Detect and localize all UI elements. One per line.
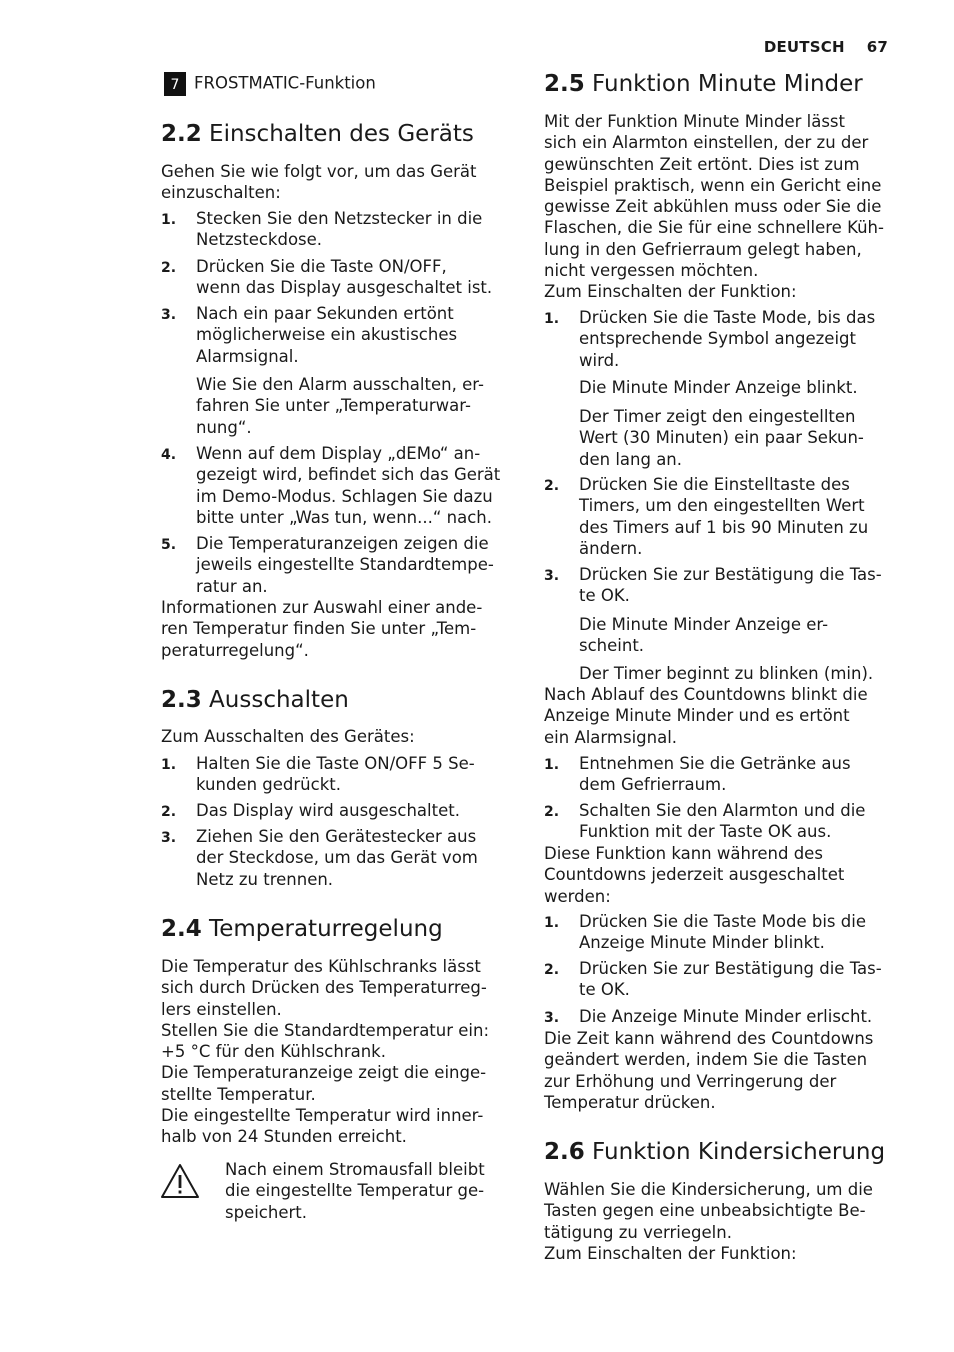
text-line: bitte unter „Was tun, wenn...“ nach. xyxy=(196,507,492,527)
text-line: sich durch Drücken des Temperaturreg- xyxy=(161,978,487,998)
text-line: entsprechende Symbol angezeigt xyxy=(579,329,856,349)
text-line: gewisse Zeit abkühlen muss oder Sie die xyxy=(544,197,882,217)
step-text xyxy=(579,958,882,1001)
text-line: Netzsteckdose. xyxy=(196,230,323,250)
text-line: dem Gefrierraum. xyxy=(579,775,727,795)
step-text xyxy=(196,800,460,821)
section-heading xyxy=(161,686,349,714)
text-line: Drücken Sie die Einstelltaste des xyxy=(579,475,850,494)
text-line: zur Erhöhung und Verringerung der xyxy=(544,1071,837,1091)
step-number: 1. xyxy=(544,311,560,327)
step-text xyxy=(196,826,478,890)
step-number: 4. xyxy=(161,447,177,463)
item-label: FROSTMATIC-Funktion xyxy=(194,73,376,93)
text-line: Tasten gegen eine unbeabsichtigte Be- xyxy=(544,1201,866,1221)
text-line: Zum Einschalten der Funktion: xyxy=(544,282,797,302)
text-line: Informationen zur Auswahl einer ande- xyxy=(161,598,483,617)
step-text xyxy=(196,753,475,796)
text-line: Die Minute Minder Anzeige er- xyxy=(579,615,829,634)
text-line: Die Temperaturanzeigen zeigen die xyxy=(196,534,489,553)
text-line: Flaschen, die Sie für eine schnellere Küh- xyxy=(544,218,884,238)
step-number: 3. xyxy=(544,1010,560,1026)
paragraph xyxy=(544,1028,873,1113)
text-line: te OK. xyxy=(579,980,630,1000)
text-line: Entnehmen Sie die Getränke aus xyxy=(579,754,851,773)
text-line: tätigung zu verriegeln. xyxy=(544,1222,732,1242)
text-line: te OK. xyxy=(579,586,630,606)
text-line: ren Temperatur finden Sie unter „Tem- xyxy=(161,619,477,639)
text-line: Nach ein paar Sekunden ertönt xyxy=(196,304,454,323)
text-line: Der Timer beginnt zu blinken (min). xyxy=(579,664,874,683)
section-title: Einschalten des Geräts xyxy=(201,121,474,147)
text-line: sich ein Alarmton einstellen, der zu der xyxy=(544,133,869,153)
text-line: Stellen Sie die Standardtemperatur ein: xyxy=(161,1020,490,1040)
step-number: 3. xyxy=(544,568,560,584)
text-line: der Steckdose, um das Gerät vom xyxy=(196,848,478,868)
text-line: Wählen Sie die Kindersicherung, um die xyxy=(544,1180,873,1199)
text-line: Nach einem Stromausfall bleibt xyxy=(225,1160,485,1179)
step-note xyxy=(579,614,828,657)
text-line: Drücken Sie zur Bestätigung die Tas- xyxy=(579,959,882,978)
step-number: 1. xyxy=(544,757,560,773)
step-text xyxy=(579,564,882,607)
text-line: ratur an. xyxy=(196,576,268,596)
step-number: 3. xyxy=(161,830,177,846)
step-number: 1. xyxy=(161,212,177,228)
text-line: fahren Sie unter „Temperaturwar- xyxy=(196,396,471,416)
item-number-box: 7 xyxy=(164,72,186,96)
step-text xyxy=(579,474,868,559)
step-text xyxy=(579,800,865,843)
text-line: nung“. xyxy=(196,417,252,437)
paragraph xyxy=(544,843,844,907)
section-title: Temperaturregelung xyxy=(201,916,443,942)
step-number: 2. xyxy=(544,478,560,494)
header-language: DEUTSCH xyxy=(763,38,845,56)
step-text xyxy=(579,1006,872,1027)
text-line: Die Temperaturanzeige zeigt die einge- xyxy=(161,1063,487,1083)
text-line: Drücken Sie die Taste Mode, bis das xyxy=(579,308,876,327)
text-line: Anzeige Minute Minder blinkt. xyxy=(579,933,825,953)
section-number: 2.6 xyxy=(544,1139,585,1165)
text-line: Beispiel praktisch, wenn ein Gericht eine xyxy=(544,175,882,195)
step-number: 2. xyxy=(161,260,177,276)
warning-text xyxy=(225,1159,515,1223)
text-line: Drücken Sie zur Bestätigung die Tas- xyxy=(579,565,882,584)
text-line: Diese Funktion kann während des xyxy=(544,844,823,863)
text-line: Temperatur drücken. xyxy=(544,1092,716,1112)
section-heading xyxy=(161,915,443,943)
text-line: im Demo-Modus. Schlagen Sie dazu xyxy=(196,486,493,506)
section-number: 2.4 xyxy=(161,916,202,942)
text-line: ein Alarmsignal. xyxy=(544,727,678,747)
text-line: Schalten Sie den Alarmton und die xyxy=(579,801,866,820)
text-line: Gehen Sie wie folgt vor, um das Gerät xyxy=(161,162,477,181)
text-line: Die Temperatur des Kühlschranks lässt xyxy=(161,957,481,976)
section-heading xyxy=(544,70,863,98)
text-line: Der Timer zeigt den eingestellten xyxy=(579,407,856,426)
text-line: Die Anzeige Minute Minder erlischt. xyxy=(579,1007,873,1026)
text-line: Zum Einschalten der Funktion: xyxy=(544,1243,797,1263)
step-text xyxy=(196,533,494,597)
text-line: einzuschalten: xyxy=(161,183,281,203)
section-number: 2.5 xyxy=(544,71,585,97)
paragraph xyxy=(161,161,477,204)
text-line: Drücken Sie die Taste ON/OFF, xyxy=(196,257,447,276)
text-line: Nach Ablauf des Countdowns blinkt die xyxy=(544,685,868,704)
text-line: Anzeige Minute Minder und es ertönt xyxy=(544,706,850,726)
text-line: Das Display wird ausgeschaltet. xyxy=(196,801,460,820)
text-line: des Timers auf 1 bis 90 Minuten zu xyxy=(579,517,869,537)
text-line: Ziehen Sie den Gerätestecker aus xyxy=(196,827,477,846)
text-line: Die Minute Minder Anzeige blinkt. xyxy=(579,378,858,397)
step-text xyxy=(196,443,500,528)
paragraph xyxy=(161,956,489,1148)
page-header xyxy=(764,38,888,56)
step-text xyxy=(579,911,866,954)
step-number: 5. xyxy=(161,537,177,553)
text-line: die eingestellte Temperatur ge- xyxy=(225,1181,485,1201)
text-line: Drücken Sie die Taste Mode bis die xyxy=(579,912,866,931)
list-item-frostmatic xyxy=(164,72,376,96)
step-text xyxy=(579,307,875,371)
text-line: Die Zeit kann während des Countdowns xyxy=(544,1029,874,1048)
text-line: Countdowns jederzeit ausgeschaltet xyxy=(544,865,845,885)
paragraph xyxy=(161,726,415,747)
text-line: Stecken Sie den Netzstecker in die xyxy=(196,209,483,228)
text-line: peraturregelung“. xyxy=(161,640,309,660)
step-number: 2. xyxy=(544,962,560,978)
text-line: nicht vergessen möchten. xyxy=(544,261,759,281)
text-line: Wie Sie den Alarm ausschalten, er- xyxy=(196,375,484,394)
paragraph xyxy=(161,597,482,661)
paragraph xyxy=(544,1179,873,1264)
step-text xyxy=(579,753,851,796)
text-line: möglicherweise ein akustisches xyxy=(196,325,458,345)
text-line: ändern. xyxy=(579,538,643,558)
step-number: 2. xyxy=(544,804,560,820)
section-heading xyxy=(161,120,474,148)
text-line: jeweils eingestellte Standardtempe- xyxy=(196,555,494,575)
section-number: 2.2 xyxy=(161,121,202,147)
section-title: Ausschalten xyxy=(201,687,349,713)
section-title: Funktion Minute Minder xyxy=(584,71,863,97)
step-text xyxy=(196,256,492,299)
step-note xyxy=(579,663,873,684)
text-line: stellte Temperatur. xyxy=(161,1084,316,1104)
step-note xyxy=(579,406,864,470)
page-number: 67 xyxy=(866,38,888,56)
text-line: wird. xyxy=(579,350,620,370)
section-title: Funktion Kindersicherung xyxy=(584,1139,886,1165)
text-line: Wenn auf dem Display „dEMo“ an- xyxy=(196,444,481,463)
step-text xyxy=(196,208,482,251)
step-number: 3. xyxy=(161,307,177,323)
text-line: speichert. xyxy=(225,1202,307,1222)
step-text xyxy=(196,303,457,367)
step-number: 1. xyxy=(544,915,560,931)
step-number: 1. xyxy=(161,757,177,773)
text-line: Halten Sie die Taste ON/OFF 5 Se- xyxy=(196,754,475,773)
text-line: halb von 24 Stunden erreicht. xyxy=(161,1127,407,1147)
section-number: 2.3 xyxy=(161,687,202,713)
text-line: Funktion mit der Taste OK aus. xyxy=(579,822,832,842)
warning-icon xyxy=(160,1163,200,1199)
text-line: Zum Ausschalten des Gerätes: xyxy=(161,727,415,746)
step-number: 2. xyxy=(161,804,177,820)
paragraph xyxy=(544,111,884,303)
text-line: geändert werden, indem Sie die Tasten xyxy=(544,1050,868,1070)
text-line: kunden gedrückt. xyxy=(196,775,341,795)
paragraph xyxy=(544,684,868,748)
text-line: Netz zu trennen. xyxy=(196,869,334,889)
text-line: lung in den Gefrierraum gelegt haben, xyxy=(544,239,862,259)
text-line: Wert (30 Minuten) ein paar Sekun- xyxy=(579,428,864,448)
text-line: werden: xyxy=(544,886,611,906)
text-line: wenn das Display ausgeschaltet ist. xyxy=(196,278,493,298)
text-line: Alarmsignal. xyxy=(196,346,299,366)
text-line: gewünschten Zeit ertönt. Dies ist zum xyxy=(544,154,860,174)
text-line: +5 °C für den Kühlschrank. xyxy=(161,1042,386,1062)
step-note xyxy=(579,377,858,398)
step-note xyxy=(196,374,484,438)
text-line: Timers, um den eingestellten Wert xyxy=(579,496,865,516)
text-line: lers einstellen. xyxy=(161,999,282,1019)
text-line: scheint. xyxy=(579,636,645,656)
text-line: Die eingestellte Temperatur wird inner- xyxy=(161,1106,484,1126)
section-heading xyxy=(544,1138,885,1166)
text-line: Mit der Funktion Minute Minder lässt xyxy=(544,112,845,131)
text-line: gezeigt wird, befindet sich das Gerät xyxy=(196,465,501,485)
text-line: den lang an. xyxy=(579,449,683,469)
